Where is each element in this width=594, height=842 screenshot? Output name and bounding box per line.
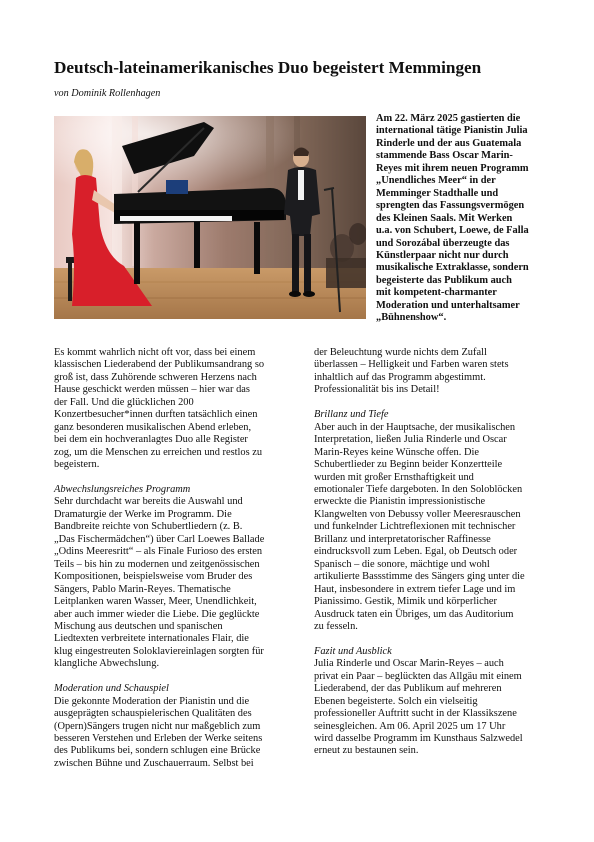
text-line: überlassen – Helligkeit und Farben waren stets [314, 359, 509, 371]
text-line: klangliche Abwechslung. [54, 658, 160, 670]
lead-line: Künstlerpaar nicht nur durch [376, 249, 509, 261]
text-line: „Das Fischermädchen“) über Carl Loewes Ballade [54, 533, 265, 545]
text-line: eindrucksvoll zum Leben. Egal, ob Deutsch oder [314, 546, 518, 558]
text-line: Ebenen begeisterte. Solch ein vielseitig [314, 695, 478, 707]
text-line: wurden mit großer Ernsthaftigkeit und [314, 471, 474, 483]
text-line: Liederabend, der das Publikum auf mehreren [314, 683, 502, 695]
text-line: groß ist, dass Zuhörende schweren Herzens nach [54, 371, 257, 383]
text-line: zwischen Bühne und Zuschauerraum. Selbst bei [54, 757, 254, 769]
section-heading-brillanz: Brillanz und Tiefe [314, 409, 389, 421]
text-line: klassischen Liederabend der Publikumsandrang so [54, 359, 265, 371]
intro-paragraph [54, 347, 292, 472]
lead-line: begeisterte das Publikum auch [376, 274, 512, 286]
section-body-programm [54, 496, 292, 670]
text-line: aber auch immer wieder die Liebe. Die geglückte [54, 608, 260, 620]
text-line: ganz besonderen musikalischen Abend erleben, [54, 421, 252, 433]
text-line: (Opern)Sängers trugen nicht nur maßgeblich zum [54, 720, 261, 732]
text-line: Julia Rinderle und Oscar Marin-Reyes – auch [314, 658, 504, 670]
section-heading-programm: Abwechslungsreiches Programm [54, 483, 191, 495]
lead-line: Am 22. März 2025 gastierten die [376, 113, 521, 124]
text-line: professioneller Auftritt sucht in der Klassikszene [314, 708, 517, 720]
lead-line: des Kleinen Saals. Mit Werken [376, 212, 513, 224]
lead-line: sprengten das Fassungsvermögen [376, 200, 525, 212]
section-heading-fazit: Fazit und Ausblick [314, 645, 392, 657]
text-line: Haut, insbesondere in extrem tiefer Lage und im [314, 583, 516, 595]
text-line: Klangwelten von Debussy voller Meeresrauschen [314, 508, 521, 520]
text-line: Sehr durchdacht war bereits die Auswahl und [54, 496, 243, 508]
text-line: Brillanz und interpretatorischer Raffinesse [314, 533, 491, 545]
text-line: Pianissimo. Gestik, Mimik und körperlicher [314, 596, 497, 608]
text-line: Ausdruck taten ein Übriges, um das Auditorium [314, 608, 514, 620]
text-line: Professionalität bis ins Detail! [314, 384, 440, 396]
text-line: besseren Verstehen und Erleben der Werke seitens [54, 733, 263, 745]
text-line: Hause geschickt werden müssen – hier war das [54, 384, 250, 396]
article-column-left [54, 347, 292, 770]
text-line: Konzertbesucher*innen durften tatsächlich einen [54, 409, 258, 421]
lead-line: international tätige Pianistin Julia [376, 125, 528, 137]
text-line: privat ein Paar – beglückten das Allgäu mit einem [314, 670, 522, 682]
text-line: Die gekonnte Moderation der Pianistin und die [54, 695, 250, 707]
text-line: zu fesseln. [314, 620, 358, 632]
lead-line: „Bühnenshow“. [376, 312, 447, 324]
text-line: Marin-Reyes keine Wünsche offen. Die [314, 446, 479, 458]
text-line: seinesgleichen. Am 06. April 2025 um 17 Uhr [314, 720, 506, 732]
text-line: Sängers, Pablo Marin-Reyes. Thematische [54, 583, 231, 595]
section-body-fazit [314, 658, 554, 758]
section-heading-moderation: Moderation und Schauspiel [54, 683, 169, 695]
text-line: Mischung aus deutschen und spanischen [54, 620, 223, 632]
text-line: Aber auch in der Hauptsache, der musikalischen [314, 421, 516, 433]
lead-line: und Sorozábal überzeugte das [376, 237, 510, 249]
lead-line: mit kompetent-charmanter [376, 287, 497, 299]
lead-line: stammende Bass Oscar Marin- [376, 150, 513, 162]
lead-line: Moderation und unterhaltsamer [376, 299, 520, 311]
text-line: zog, um die Menschen zu erreichen und restlos zu [54, 446, 263, 458]
section-body-brillanz [314, 422, 554, 634]
text-line: Interpretation, ließen Julia Rinderle und Oscar [314, 434, 507, 446]
text-line: Es kommt wahrlich nicht oft vor, dass bei einem [54, 347, 256, 358]
text-line: emotionaler Tiefe dargeboten. In den Soloblöcken [314, 483, 523, 495]
article-column-right [314, 347, 554, 758]
lead-paragraph [376, 113, 546, 325]
text-line: der Fall. Und die glücklichen 200 [54, 396, 194, 408]
text-line: klug eingestreuten Soloklaviereinlagen sorgten für [54, 645, 264, 657]
lead-line: musikalische Extraklasse, sondern [376, 262, 529, 274]
lead-line: „Unendliches Meer“ in der [376, 175, 496, 187]
text-line: Schubertlieder zu Beginn beider Konzertteile [314, 459, 503, 471]
text-line: inhaltlich auf das Programm abgestimmt. [314, 371, 486, 383]
lead-line: Reyes mit ihrem neuen Programm [376, 162, 529, 174]
text-line: und funkelnder Lichtreflexionen mit technischer [314, 521, 516, 533]
article-title: Deutsch-lateinamerikanisches Duo begeistert Memmingen [54, 58, 482, 77]
text-line: bei dem ein hochveranlagtes Duo alle Register [54, 434, 248, 446]
lead-line: Memminger Stadthalle und [376, 187, 499, 199]
section-body-moderation-continued [314, 347, 554, 397]
text-line: artikulierte Bassstimme des Sängers ging unter die [314, 571, 525, 583]
text-line: Leitplanken waren Wasser, Meer, Unendlichkeit, [54, 596, 257, 608]
text-line: der Beleuchtung wurde nichts dem Zufall [314, 347, 487, 358]
section-body-moderation [54, 696, 292, 771]
text-line: ausgeprägten schauspielerischen Qualitäten des [54, 708, 252, 720]
concert-photo [54, 116, 366, 319]
lead-line: Rinderle und der aus Guatemala [376, 137, 522, 149]
text-line: „Odins Meeresritt“ – als Finale Furioso des ersten [54, 546, 263, 558]
text-line: erweckte die Pianistin impressionistische [314, 496, 486, 508]
author-byline: von Dominik Rollenhagen [54, 88, 161, 99]
text-line: Dramaturgie der Werke im Programm. Die [54, 508, 232, 520]
text-line: Teils – bis hin zu modernen und zeitgenössischen [54, 558, 260, 570]
text-line: des Publikums bei, sondern schlugen eine Brücke [54, 745, 261, 757]
text-line: wird dasselbe Programm im Kunsthaus Salzwedel [314, 733, 523, 745]
text-line: Liedtexten verbreitete internationales Flair, die [54, 633, 249, 645]
text-line: Spanisch – die sonore, mächtige und wohl [314, 558, 490, 570]
lead-line: u.a. von Schubert, Loewe, de Falla [376, 225, 529, 237]
text-line: erneut zu bestaunen sein. [314, 745, 419, 757]
text-line: Kompositionen, beispielsweise vom Bruder des [54, 571, 253, 583]
text-line: begeistern. [54, 459, 100, 471]
text-line: Bandbreite reichte von Schubertliedern (z. B. [54, 521, 243, 533]
